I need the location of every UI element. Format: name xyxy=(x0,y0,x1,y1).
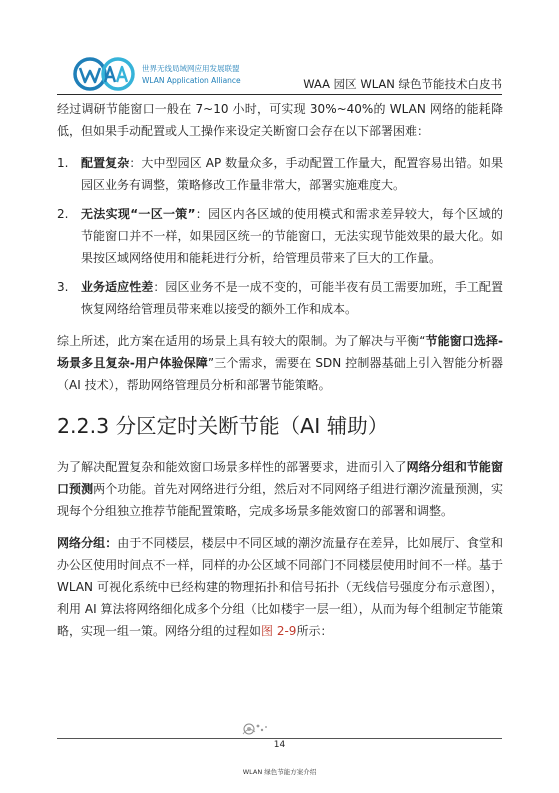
section-intro-bold: 网络分组和节能窗口预测 xyxy=(57,460,503,496)
document-title: WAA 园区 WLAN 绿色节能技术白皮书 xyxy=(303,77,502,91)
section-heading: 2.2.3 分区定时关断节能（AI 辅助） xyxy=(57,414,389,438)
list-item-number: 2. xyxy=(57,207,69,221)
waa-logo-icon xyxy=(72,54,136,94)
list-item xyxy=(57,276,503,320)
footer-ornament-icon xyxy=(239,720,271,736)
footer-text: WLAN 绿色节能方案介绍 xyxy=(242,768,317,776)
grouping-text-before: 由于不同楼层，楼层中不同区域的潮汐流量存在差异，比如展厅、食堂和办公区使用时间点不一样，同样的办公区域不同部门不同楼层使用时间不一样。基于 WLAN 可视化系统中已经构建的物理拓扑和信号拓扑（无线信号强度分布示意图），利用 AI 算法将网络细化成多个分组（比如楼宇一层一组），从而为每个组制定节能策略，实现一组一策。网络分组的过程如 xyxy=(57,536,503,638)
figure-reference-link[interactable]: 图 2-9 xyxy=(261,624,297,638)
waa-logo xyxy=(72,54,272,94)
header-divider xyxy=(57,94,502,95)
summary-text-after: ”三个需求，需要在 SDN 控制器基础上引入智能分析器（AI 技术），帮助网络管理员分析和部署节能策略。 xyxy=(57,356,503,392)
summary-paragraph xyxy=(57,330,503,396)
list-item xyxy=(57,203,503,269)
summary-text-before: 综上所述，此方案在适用的场景上具有较大的限制。为了解决与平衡“ xyxy=(57,334,426,348)
list-item-text: ：园区业务不是一成不变的，可能半夜有员工需要加班，手工配置恢复网络给管理员带来难以接受的额外工作和成本。 xyxy=(81,280,503,316)
grouping-label: 网络分组： xyxy=(57,536,118,550)
list-item-title: 配置复杂 xyxy=(81,156,130,170)
list-item-number: 1. xyxy=(57,156,69,170)
page-number: 14 xyxy=(273,740,286,750)
issue-list xyxy=(57,152,503,320)
grouping-text-after: 所示： xyxy=(296,624,333,638)
list-item-title: 无法实现“一区一策” xyxy=(81,207,196,221)
intro-paragraph: 经过调研节能窗口一般在 7~10 小时，可实现 30%~40%的 WLAN 网络的能耗降低，但如果手动配置或人工操作来设定关断窗口会存在以下部署困难： xyxy=(57,102,503,138)
list-item-text: ：大中型园区 AP 数量众多，手动配置工作量大，配置容易出错。如果园区业务有调整，策略修改工作量非常大，部署实施难度大。 xyxy=(81,156,503,192)
section-intro-before: 为了解决配置复杂和能效窗口场景多样性的部署要求，进而引入了 xyxy=(57,460,407,474)
list-item-text: ：园区内各区域的使用模式和需求差异较大，每个区域的节能窗口并不一样，如果园区统一的节能窗口，无法实现节能效果的最大化。如果按区域网络使用和能耗进行分析，给管理员带来了巨大的工作量。 xyxy=(81,207,503,265)
logo-text-en: WLAN Application Alliance xyxy=(142,76,241,85)
section-intro-after: 两个功能。首先对网络进行分组，然后对不同网络子组进行潮汐流量预测，实现每个分组独立推荐节能配置策略，完成多场景多能效窗口的部署和调整。 xyxy=(57,482,503,518)
section-intro-paragraph xyxy=(57,456,503,522)
grouping-paragraph xyxy=(57,532,503,642)
page-content xyxy=(57,98,503,642)
list-item-number: 3. xyxy=(57,280,69,294)
list-item xyxy=(57,152,503,196)
summary-bold-text: 节能窗口选择-场景多且复杂-用户体验保障 xyxy=(57,334,503,370)
footer-divider xyxy=(57,738,502,739)
logo-text-cn: 世界无线局域网应用发展联盟 xyxy=(142,64,240,73)
list-item-title: 业务适应性差 xyxy=(81,280,154,294)
